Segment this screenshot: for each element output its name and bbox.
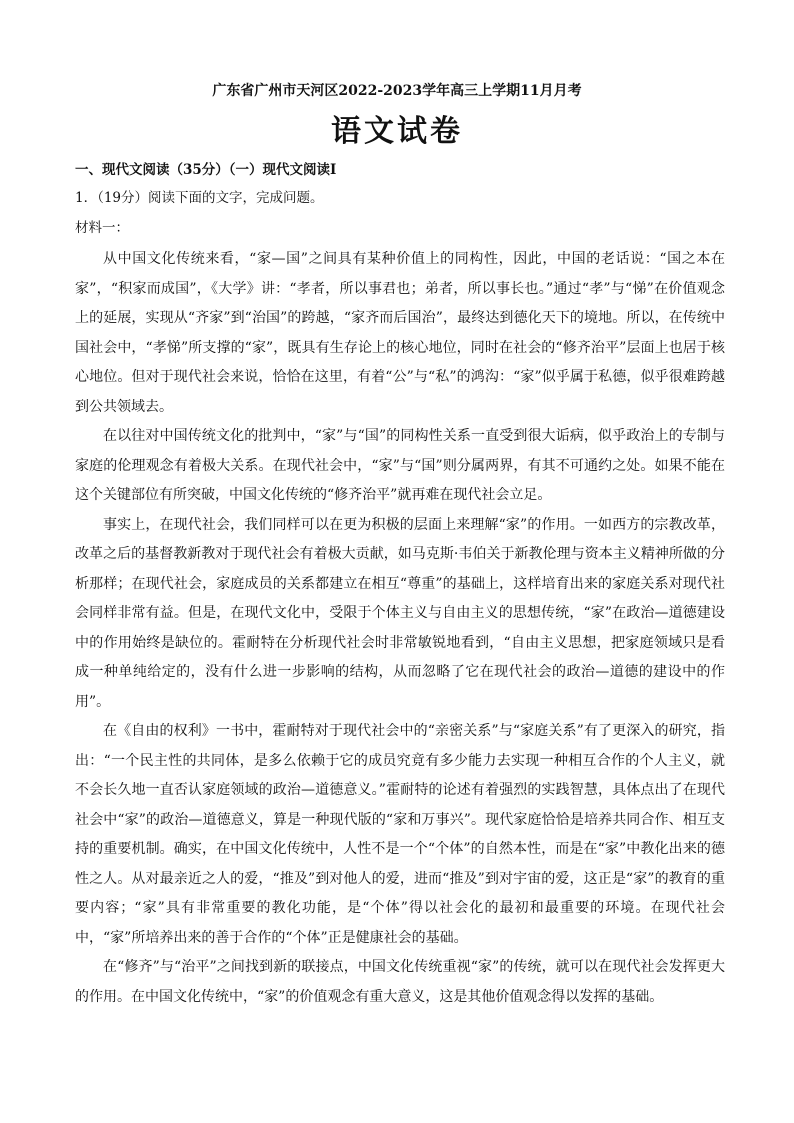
exam-info: 广东省广州市天河区2022-2023学年高三上学期11月月考 [212, 83, 582, 99]
passage-paragraph-1: 从中国文化传统来看，“家—国”之间具有某种价值上的同构性，因此，中国的老话说：“国之本在家”，“积家而成国”，《大学》讲：“孝者，所以事君也；弟者，所以事长也。”通过“孝”与“悌”在价值观念上的延展，实现从“齐家”到“治国”的跨越，“家齐而后国治”，最终达到德化天下的境地。所以，在传统中国社会中，“孝悌”所支撑的“家”，既具有生存论上的核心地位，同时在社会的“修齐治平”层面上也居于核心地位。但对于现代社会来说，恰恰在这里，有着“公”与“私”的鸿沟：“家”似乎属于私德，似乎很难跨越到公共领域去。 [75, 251, 725, 415]
question-prompt: 1．（19分）阅读下面的文字，完成问题。 [75, 190, 324, 206]
section-heading: 一、现代文阅读（35分）（一）现代文阅读Ⅰ [75, 162, 337, 178]
passage-paragraph-2: 在以往对中国传统文化的批判中，“家”与“国”的同构性关系一直受到很大诟病，似乎政治上的专制与家庭的伦理观念有着极大关系。在现代社会中，“家”与“国”则分属两界，有其不可通约之处。如果不能在这个关键部位有所突破，中国文化传统的“修齐治平”就再难在现代社会立足。 [75, 428, 725, 503]
passage-paragraph-3: 事实上，在现代社会，我们同样可以在更为积极的层面上来理解“家”的作用。一如西方的宗教改革，改革之后的基督教新教对于现代社会有着极大贡献，如马克斯·韦伯关于新教伦理与资本主义精神所做的分析那样；在现代社会，家庭成员的关系都建立在相互“尊重”的基础上，这样培育出来的家庭关系对现代社会同样非常有益。但是，在现代文化中，受限于个体主义与自由主义的思想传统，“家”在政治—道德建设中的作用始终是缺位的。霍耐特在分析现代社会时非常敏锐地看到，“自由主义思想，把家庭领域只是看成一种单纯给定的，没有什么进一步影响的结构，从而忽略了它在现代社会的政治—道德的建设中的作用”。 [75, 516, 725, 710]
passage-paragraph-4: 在《自由的权利》一书中，霍耐特对于现代社会中的“亲密关系”与“家庭关系”有了更深入的研究，指出：“一个民主性的共同体，是多么依赖于它的成员究竟有多少能力去实现一种相互合作的个人主义，就不会长久地一直否认家庭领域的政治—道德意义。”霍耐特的论述有着强烈的实践智慧，具体点出了在现代社会中“家”的政治—道德意义，算是一种现代版的“家和万事兴”。现代家庭恰恰是培养共同合作、相互支持的重要机制。确实，在中国文化传统中，人性不是一个“个体”的自然本性，而是在“家”中教化出来的德性之人。从对最亲近之人的爱，“推及”到对他人的爱，进而“推及”到对宇宙的爱，这正是“家”的教育的重要内容；“家”具有非常重要的教化功能，是“个体”得以社会化的最初和最重要的环境。在现代社会中，“家”所培养出来的善于合作的“个体”正是健康社会的基础。 [75, 723, 725, 946]
reading-passage [75, 245, 725, 1012]
passage-paragraph-5: 在“修齐”与“治平”之间找到新的联接点，中国文化传统重视“家”的传统，就可以在现代社会发挥更大的作用。在中国文化传统中，“家”的价值观念有重大意义，这是其他价值观念得以发挥的基础。 [75, 959, 725, 1005]
material-label: 材料一： [75, 220, 129, 236]
page-title: 语文试卷 [331, 114, 463, 149]
